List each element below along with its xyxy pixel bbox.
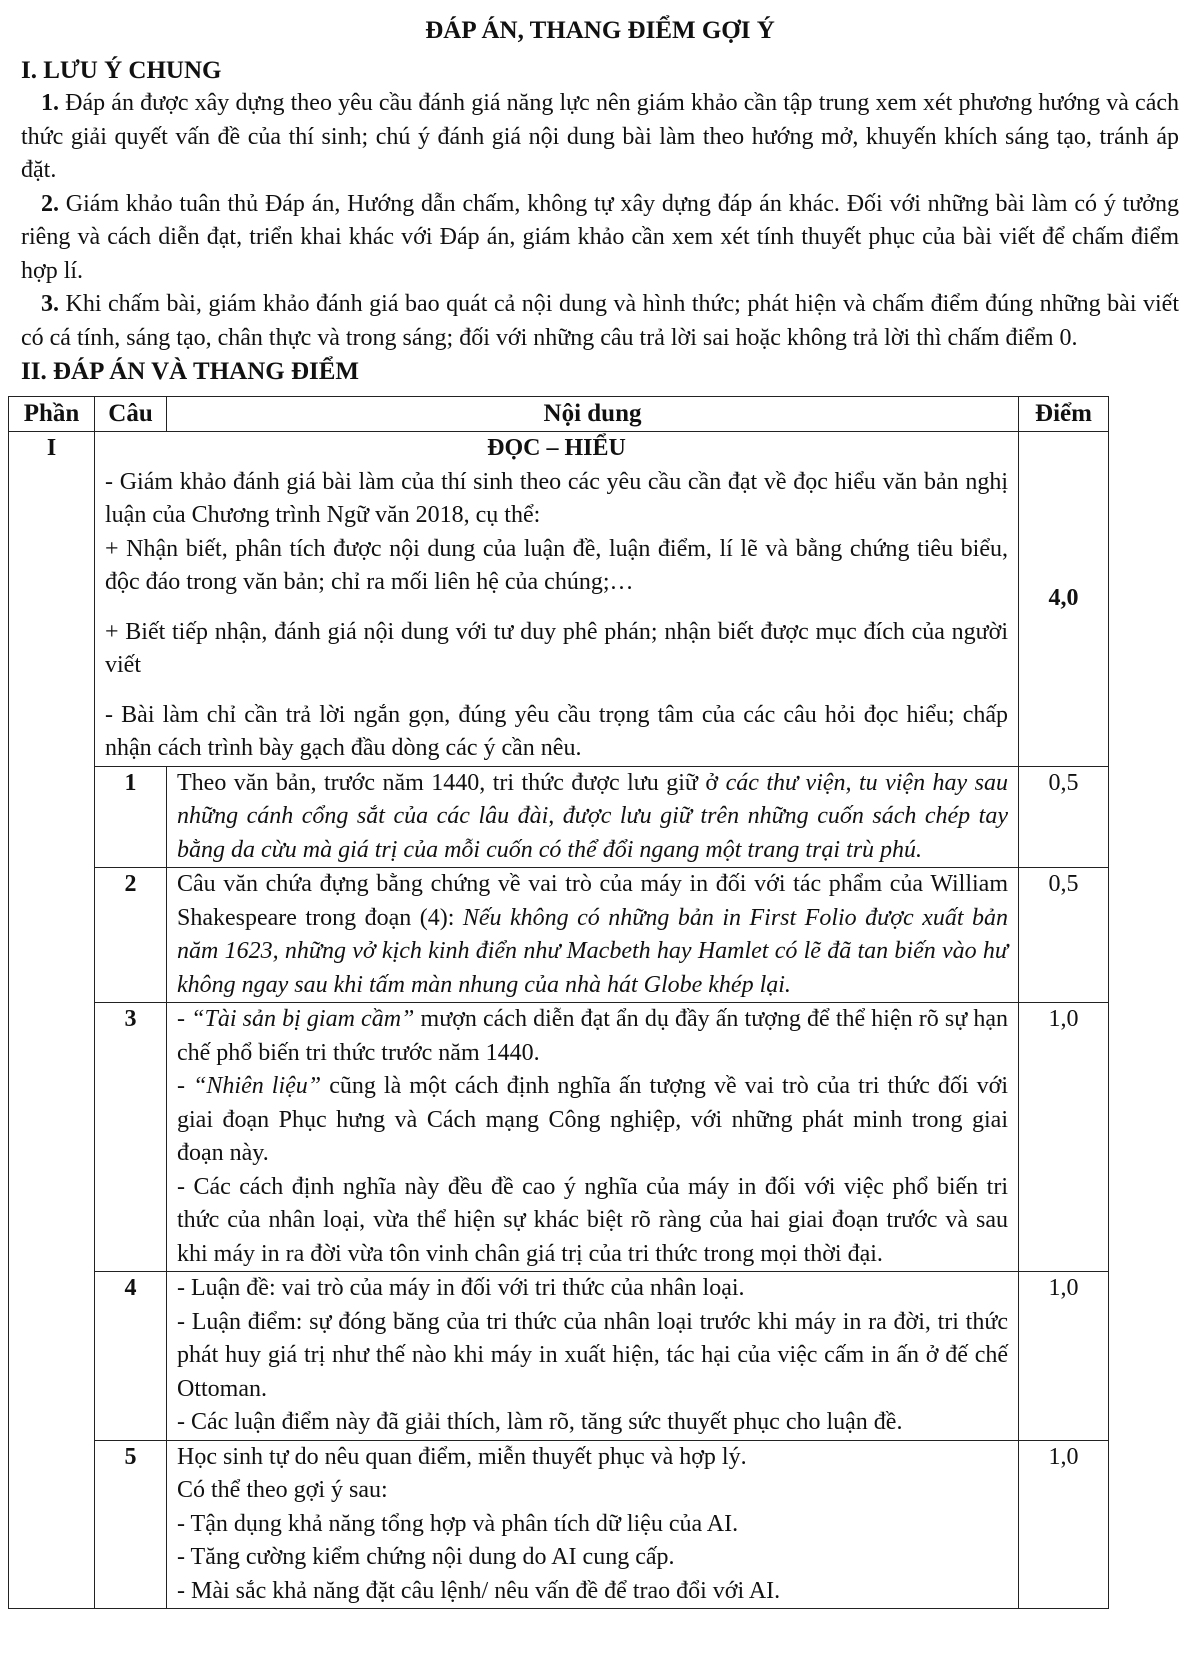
question-number: 3 [95,1003,167,1272]
question-score: 0,5 [1019,868,1109,1003]
general-note [21,87,1179,188]
answer-line [177,1003,1008,1070]
header-question: Câu [95,397,167,432]
table-header-row [9,397,1109,432]
table-row [9,1440,1109,1609]
answer-text [177,868,1008,1002]
table-row [9,1003,1109,1272]
answer-cell [167,1440,1019,1609]
general-note [21,288,1179,355]
spacer [105,683,1008,699]
answer-line: - Luận đề: vai trò của máy in đối với tri thức của nhân loại. [177,1275,745,1301]
answer-italic: các thư viện, tu viện hay sau những cánh cổng sắt của các lâu đài, được lưu giữ trên những cuốn sách chép tay bằng da cừu mà giá trị của mỗi cuốn có thể đổi ngang một trang trại trù phú. [177,769,1009,863]
table-row-part-intro [9,432,1109,767]
header-score: Điểm [1019,397,1109,432]
answer-italic: Nếu không có những bản in First Folio được xuất bản năm 1623, những vở kịch kinh điển như Macbeth hay Hamlet có lẽ đã tan biến vào hư không ngay sau khi tấm màn nhung của nhà hát Globe khép lại. [177,904,1009,998]
answer-line: - Các luận điểm này đã giải thích, làm rõ, tăng sức thuyết phục cho luận đề. [177,1409,903,1435]
table-row [9,868,1109,1003]
answer-cell [167,1003,1019,1272]
intro-line: - Giám khảo đánh giá bài làm của thí sinh theo các yêu cầu cần đạt về đọc hiểu văn bản nghị luận của Chương trình Ngữ văn 2018, cụ thể: [105,468,1008,528]
answer-plain: - Các cách định nghĩa này đều đề cao ý nghĩa của máy in đối với việc phổ biến tri thức của nhân loại, vừa thể hiện sự khác biệt rõ ràng của hai giai đoạn trước và sau khi máy in ra đời vừa tôn vinh chân giá trị của tri thức trong mọi thời đại. [177,1173,1008,1267]
answer-italic: “Nhiên liệu” [193,1073,322,1099]
answer-cell [167,1272,1019,1441]
answer-plain: - [177,1006,192,1032]
note-text: Đáp án được xây dựng theo yêu cầu đánh giá năng lực nên giám khảo cần tập trung xem xét phương hướng và cách thức giải quyết vấn đề của thí sinh; chú ý đánh giá nội dung bài làm theo hướng mở, khuyến khích sáng tạo, tránh áp đặt. [21,90,1179,183]
answer-plain: Theo văn bản, trước năm 1440, tri thức được lưu giữ ở [177,769,726,796]
answer-italic: “Tài sản bị giam cầm” [191,1006,415,1032]
question-score: 1,0 [1019,1272,1109,1441]
question-score: 1,0 [1019,1003,1109,1272]
document-title: ĐÁP ÁN, THANG ĐIỂM GỢI Ý [425,17,775,44]
answer-line [177,1171,1008,1272]
part-label: I [9,432,95,1609]
table-row [9,1272,1109,1441]
part-intro-cell [95,432,1019,767]
header-part: Phần [9,397,95,432]
question-number: 2 [95,868,167,1003]
answer-line: - Mài sắc khả năng đặt câu lệnh/ nêu vấn đề để trao đổi với AI. [177,1577,781,1604]
intro-line: + Biết tiếp nhận, đánh giá nội dung với tư duy phê phán; nhận biết được mục đích của người viết [105,618,1008,678]
answer-line: Học sinh tự do nêu quan điểm, miễn thuyết phục và hợp lý. [177,1443,747,1470]
answer-cell [167,868,1019,1003]
answer-plain: - [177,1073,194,1099]
answer-line [177,1070,1008,1171]
part-score: 4,0 [1019,432,1109,767]
answer-plain: mượn cách diễn đạt ẩn dụ đầy ấn tượng để thể hiện rõ sự hạn chế phổ biến tri thức trước năm 1440. [177,1006,1009,1066]
answer-plain: cũng là một cách định nghĩa ấn tượng về vai trò của tri thức đối với giai đoạn Phục hưng và Cách mạng Công nghiệp, với những phát minh trong giai đoạn này. [177,1073,1008,1166]
question-score: 1,0 [1019,1440,1109,1609]
answer-cell [167,766,1019,868]
intro-line: + Nhận biết, phân tích được nội dung của luận đề, luận điểm, lí lẽ và bằng chứng tiêu biểu, độc đáo trong văn bản; chỉ ra mối liên hệ của chúng;… [105,535,1008,595]
note-number: 3. [41,291,59,317]
table-row [9,766,1109,868]
note-text: Giám khảo tuân thủ Đáp án, Hướng dẫn chấm, không tự xây dựng đáp án khác. Đối với những bài làm có ý tưởng riêng và cách diễn đạt, triển khai khác với Đáp án, giám khảo cần xem xét tính thuyết phục của bài viết để chấm điểm hợp lí. [21,190,1179,284]
part-title: ĐỌC – HIỂU [487,435,626,461]
note-number: 2. [41,190,59,217]
note-text: Khi chấm bài, giám khảo đánh giá bao quát cả nội dung và hình thức; phát hiện và chấm điểm đúng những bài viết có cá tính, sáng tạo, chân thực và trong sáng; đối với những câu trả lời sai hoặc không trả lời thì chấm điểm 0. [21,291,1179,351]
section-heading-answer-key: II. ĐÁP ÁN VÀ THANG ĐIỂM [21,358,360,385]
question-number: 5 [95,1440,167,1609]
answer-line: Có thể theo gợi ý sau: [177,1477,388,1503]
grading-table [8,396,1109,1609]
question-score: 0,5 [1019,766,1109,868]
document-page [21,14,1179,388]
header-content: Nội dung [167,397,1019,432]
answer-plain: Câu văn chứa đựng bằng chứng về vai trò của máy in đối với tác phẩm của William Shakespeare trong đoạn (4): [177,871,1008,931]
intro-line: - Bài làm chỉ cần trả lời ngắn gọn, đúng yêu cầu trọng tâm của các câu hỏi đọc hiểu; chấp nhận cách trình bày gạch đầu dòng các ý cần nêu. [105,701,1008,761]
note-number: 1. [41,90,59,116]
general-note [21,188,1179,289]
answer-line: - Tăng cường kiểm chứng nội dung do AI cung cấp. [177,1544,675,1570]
question-number: 1 [95,766,167,868]
section-heading-general-notes: I. LƯU Ý CHUNG [21,57,222,84]
answer-line: - Tận dụng khả năng tổng hợp và phân tích dữ liệu của AI. [177,1510,739,1537]
answer-text [177,767,1008,868]
spacer [105,600,1008,616]
answer-line: - Luận điểm: sự đóng băng của tri thức của nhân loại trước khi máy in ra đời, tri thức phát huy giá trị như thế nào khi máy in xuất hiện, tác hại của việc cấm in ấn ở đế chế Ottoman. [177,1308,1008,1402]
question-number: 4 [95,1272,167,1441]
